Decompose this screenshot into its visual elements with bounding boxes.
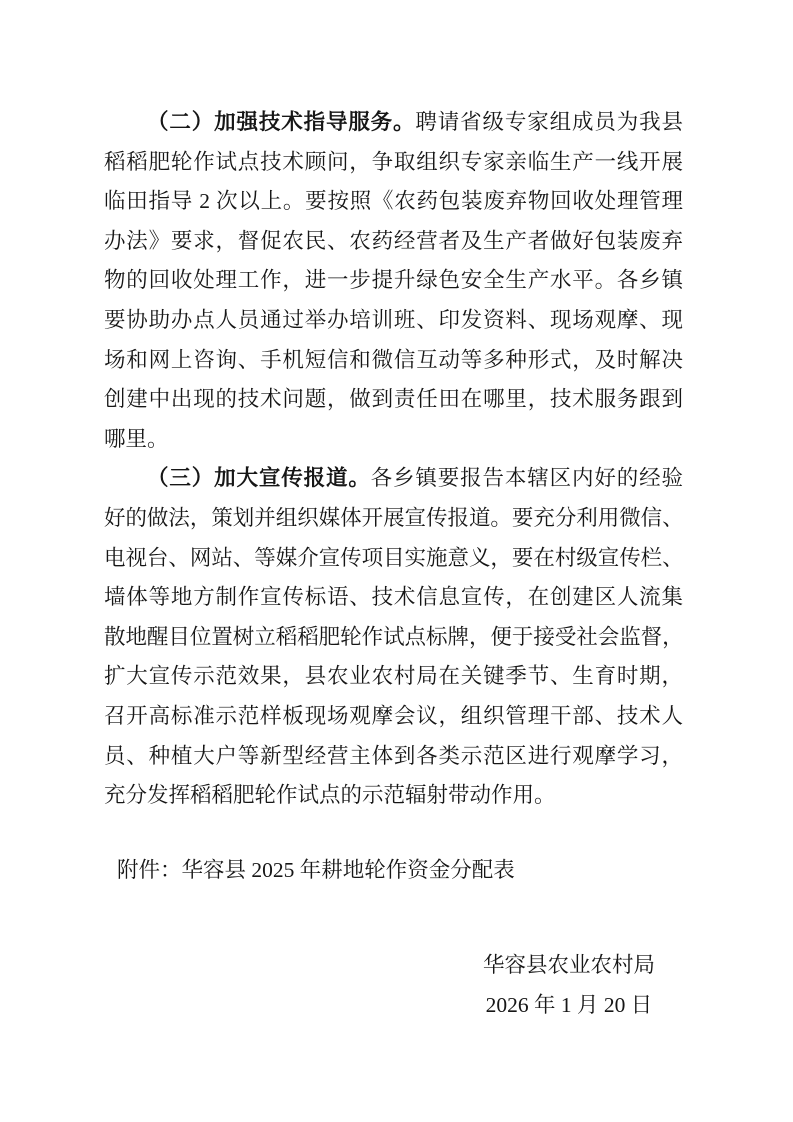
paragraph-3-line — [104, 539, 683, 579]
paragraph-3-line — [104, 578, 683, 618]
body-text-run: 创建中出现的技术问题，做到责任田在哪里，技术服务跟到 — [104, 387, 683, 412]
paragraph-2-line — [104, 222, 683, 262]
body-text-run: 场和网上咨询、手机短信和微信互动等多种形式，及时解决 — [104, 347, 683, 372]
paragraph-2-line — [104, 103, 683, 143]
body-text-run: 聘请省级专家组成员为我县 — [415, 110, 683, 134]
body-text-run: 稻稻肥轮作试点技术顾问，争取组织专家亲临生产一线开展 — [104, 149, 683, 174]
paragraph-2-line — [104, 301, 683, 341]
body-text-run: 散地醒目位置树立稻稻肥轮作试点标牌，便于接受社会监督， — [104, 624, 683, 649]
paragraph-2-line — [104, 182, 683, 222]
body-text-run: 电视台、网站、等媒介宣传项目实施意义，要在村级宣传栏、 — [104, 545, 683, 570]
body-text-run: 临田指导 2 次以上。要按照《农药包装废弃物回收处理管理 — [104, 189, 683, 214]
paragraph-2-line — [104, 341, 683, 381]
paragraph-3-heading: （三）加大宣传报道。 — [147, 466, 371, 491]
body-text-run: 要协助办点人员通过举办培训班、印发资料、现场观摩、现 — [104, 307, 683, 332]
body-text-run: 好的做法，策划并组织媒体开展宣传报道。要充分利用微信、 — [104, 505, 683, 530]
paragraph-3-line — [104, 459, 683, 499]
body-text-run: 员、种植大户等新型经营主体到各类示范区进行观摩学习， — [104, 743, 683, 768]
paragraph-2-line — [104, 143, 683, 183]
paragraph-3-line — [104, 697, 683, 737]
signature-block — [483, 946, 655, 1025]
body-text-run: 召开高标准示范样板现场观摩会议，组织管理干部、技术人 — [104, 703, 683, 728]
issue-date: 2026 年 1 月 20 日 — [485, 992, 653, 1017]
paragraph-2-line — [104, 420, 683, 460]
paragraph-3-line — [104, 618, 683, 658]
paragraph-3-line — [104, 657, 683, 697]
body-text-run: 充分发挥稻稻肥轮作试点的示范辐射带动作用。 — [104, 783, 556, 808]
body-text-run: 各乡镇要报告本辖区内好的经验 — [370, 466, 683, 491]
paragraph-2-line — [104, 261, 683, 301]
issuing-authority: 华容县农业农村局 — [482, 953, 655, 977]
body-text-run: 办法》要求，督促农民、农药经营者及生产者做好包装废弃 — [104, 228, 683, 253]
paragraph-3-line — [104, 737, 683, 777]
body-text-run: 扩大宣传示范效果，县农业农村局在关键季节、生育时期， — [104, 664, 683, 689]
paragraph-3-line — [104, 499, 683, 539]
attachment-reference: 附件：华容县 2025 年耕地轮作资金分配表 — [117, 858, 515, 882]
body-text-run: 墙体等地方制作宣传标语、技术信息宣传，在创建区人流集 — [104, 585, 683, 610]
body-text-run: 哪里。 — [104, 426, 169, 451]
body-text-run: 物的回收处理工作，进一步提升绿色安全生产水平。各乡镇 — [104, 268, 683, 293]
document-body — [104, 103, 683, 816]
paragraph-3-line — [104, 776, 683, 816]
paragraph-2-heading: （二）加强技术指导服务。 — [147, 110, 416, 134]
paragraph-2-line — [104, 380, 683, 420]
